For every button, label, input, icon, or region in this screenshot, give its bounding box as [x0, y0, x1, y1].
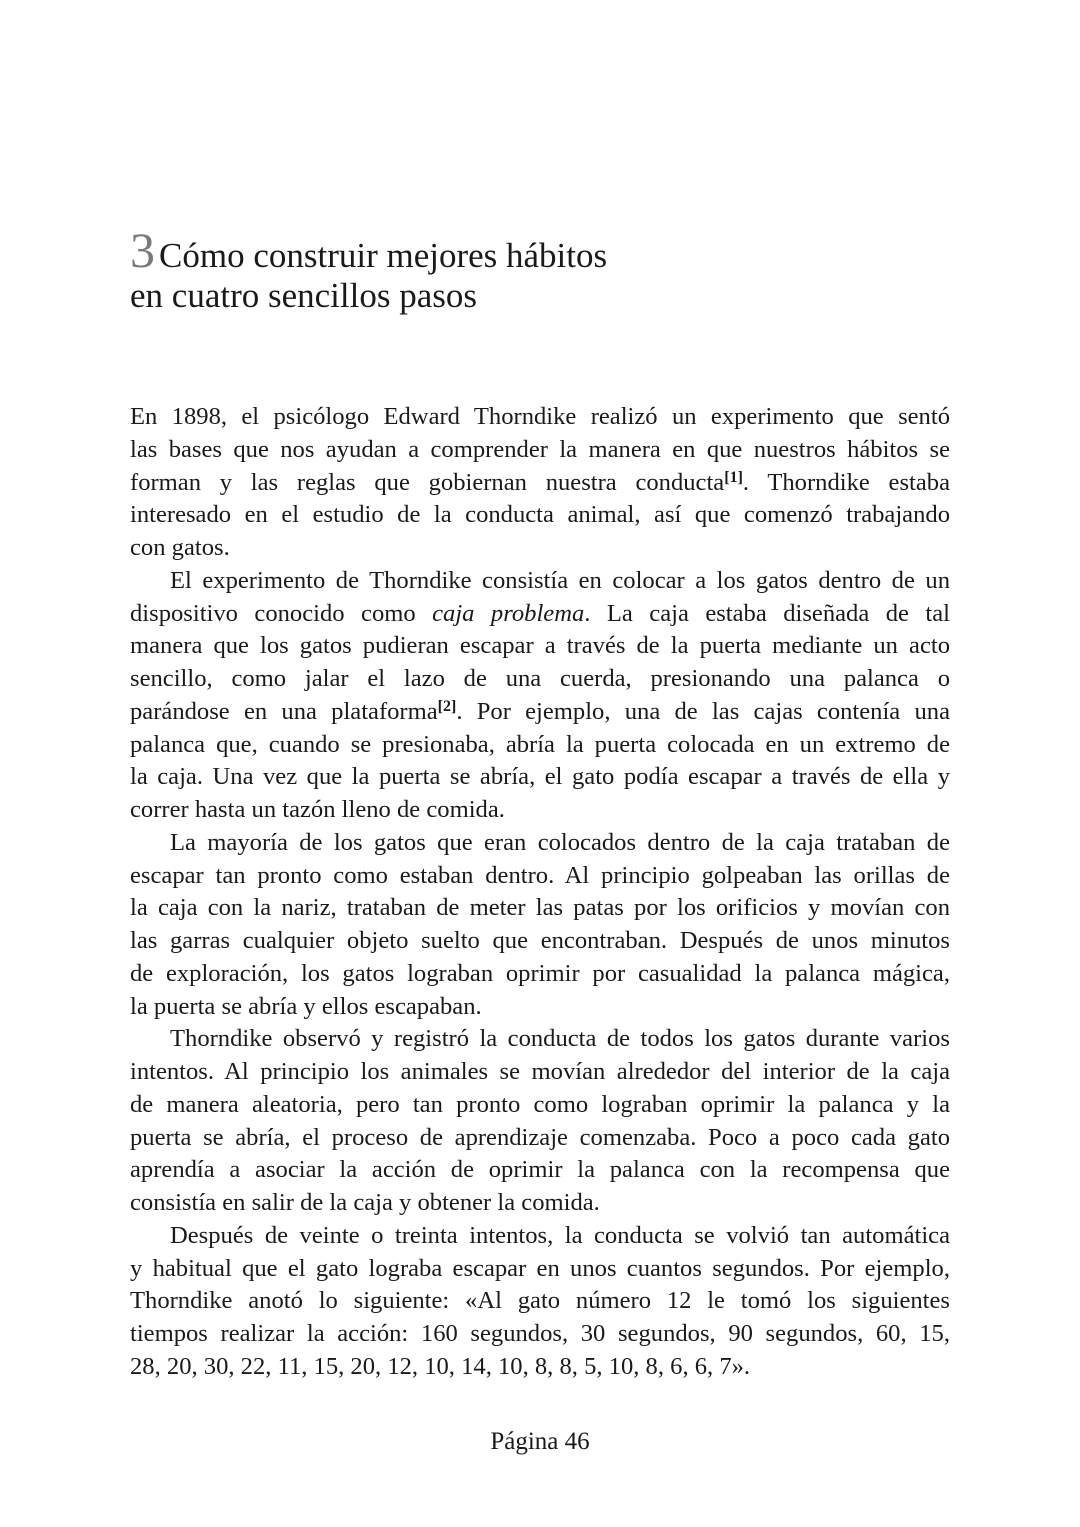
- text-segment: las bases que nos ayudan a comprender la manera en que nuestros hábitos se: [130, 435, 950, 463]
- text-line: [130, 794, 950, 827]
- text-segment: la puerta se abría y ellos escapaban.: [130, 992, 482, 1020]
- text-line: [130, 1253, 950, 1286]
- text-line: [130, 499, 950, 532]
- text-segment: . Thorndike estaba: [742, 468, 950, 496]
- text-line: [130, 1089, 950, 1122]
- paragraph: [130, 565, 950, 827]
- text-line: [130, 663, 950, 696]
- text-segment: dispositivo conocido como: [130, 599, 433, 627]
- text-segment: la caja. Una vez que la puerta se abría, el gato podía escapar a través de ella y: [130, 763, 950, 791]
- text-segment: Después de veinte o treinta intentos, la conducta se volvió tan automática: [170, 1221, 950, 1249]
- text-line: [130, 1285, 950, 1318]
- text-segment: El experimento de Thorndike consistía en colocar a los gatos dentro de un: [170, 566, 950, 594]
- text-line: [130, 1220, 950, 1253]
- text-segment: con gatos.: [130, 534, 230, 561]
- text-line: [130, 696, 950, 729]
- chapter-number: 3: [130, 222, 155, 278]
- text-line: [130, 892, 950, 925]
- text-segment: . Por ejemplo, una de las cajas contenía una: [456, 697, 950, 725]
- text-segment: Thorndike observó y registró la conducta de todos los gatos durante varios: [170, 1025, 950, 1053]
- text-segment: En 1898, el psicólogo Edward Thorndike realizó un experimento que sentó: [130, 403, 950, 430]
- text-line: [130, 729, 950, 762]
- text-segment: manera que los gatos pudieran escapar a través de la puerta mediante un acto: [130, 632, 950, 660]
- chapter-title: Cómo construir mejores hábitos: [159, 236, 608, 275]
- text-segment: interesado en el estudio de la conducta animal, así que comenzó trabajando: [130, 501, 950, 529]
- text-segment: intentos. Al principio los animales se movían alrededor del interior de la caja: [130, 1058, 950, 1085]
- text-segment: palanca que, cuando se presionaba, abría la puerta colocada en un extremo de: [130, 730, 950, 758]
- text-segment: de exploración, los gatos lograban oprimir por casualidad la palanca mágica,: [130, 959, 950, 987]
- text-line: [130, 1187, 950, 1220]
- footnote-reference[interactable]: [2]: [437, 697, 457, 715]
- text-line: [130, 598, 950, 631]
- text-segment: forman y las reglas que gobiernan nuestra conducta: [130, 468, 725, 496]
- text-line: [130, 630, 950, 663]
- text-line: [130, 565, 950, 598]
- text-segment: escapar tan pronto como estaban dentro. Al principio golpeaban las orillas de: [130, 861, 950, 889]
- text-segment: 28, 20, 30, 22, 11, 15, 20, 12, 10, 14, 10, 8, 8, 5, 10, 8, 6, 6, 7».: [130, 1352, 751, 1380]
- text-segment: las garras cualquier objeto suelto que encontraban. Después de unos minutos: [130, 927, 950, 954]
- chapter-heading: [130, 222, 950, 318]
- text-line: [130, 434, 950, 467]
- text-line: [130, 958, 950, 991]
- paragraph: [130, 1023, 950, 1220]
- text-segment: La mayoría de los gatos que eran colocados dentro de la caja trataban de: [170, 828, 950, 856]
- text-line: [130, 860, 950, 893]
- text-line: [130, 401, 950, 434]
- text-segment: y habitual que el gato lograba escapar en unos cuantos segundos. Por ejemplo,: [130, 1254, 950, 1282]
- text-segment: sencillo, como jalar el lazo de una cuerda, presionando una palanca o: [130, 665, 950, 692]
- text-line: [130, 1351, 950, 1384]
- body-text: [130, 401, 950, 1384]
- text-line: [130, 467, 950, 500]
- chapter-heading-line-1: [130, 222, 950, 278]
- text-line: [130, 532, 950, 565]
- page-number: Página 46: [490, 1428, 590, 1455]
- text-line: [130, 1023, 950, 1056]
- text-line: [130, 991, 950, 1024]
- paragraph: [130, 1220, 950, 1384]
- text-line: [130, 1154, 950, 1187]
- text-segment: la caja con la nariz, trataban de meter las patas por los orificios y movían con: [130, 894, 950, 922]
- paragraph: [130, 827, 950, 1024]
- text-segment: . La caja estaba diseñada de tal: [584, 599, 950, 627]
- text-line: [130, 1056, 950, 1089]
- paragraph: [130, 401, 950, 565]
- text-segment: consistía en salir de la caja y obtener la comida.: [130, 1189, 600, 1216]
- text-line: [130, 925, 950, 958]
- text-segment: correr hasta un tazón lleno de comida.: [130, 796, 505, 823]
- text-segment: puerta se abría, el proceso de aprendizaje comenzaba. Poco a poco cada gato: [130, 1123, 950, 1151]
- text-segment: tiempos realizar la acción: 160 segundos, 30 segundos, 90 segundos, 60, 15,: [130, 1320, 950, 1347]
- text-line: [130, 1122, 950, 1155]
- italic-text: caja problema: [432, 599, 585, 627]
- text-segment: Thorndike anotó lo siguiente: «Al gato número 12 le tomó los siguientes: [130, 1287, 950, 1315]
- chapter-subtitle: en cuatro sencillos pasos: [130, 276, 477, 315]
- footnote-reference[interactable]: [1]: [724, 468, 743, 486]
- text-line: [130, 1318, 950, 1351]
- text-segment: de manera aleatoria, pero tan pronto como lograban oprimir la palanca y la: [130, 1090, 950, 1118]
- text-segment: parándose en una plataforma: [130, 697, 438, 725]
- text-line: [130, 827, 950, 860]
- text-segment: aprendía a asociar la acción de oprimir la palanca con la recompensa que: [130, 1156, 950, 1184]
- text-line: [130, 761, 950, 794]
